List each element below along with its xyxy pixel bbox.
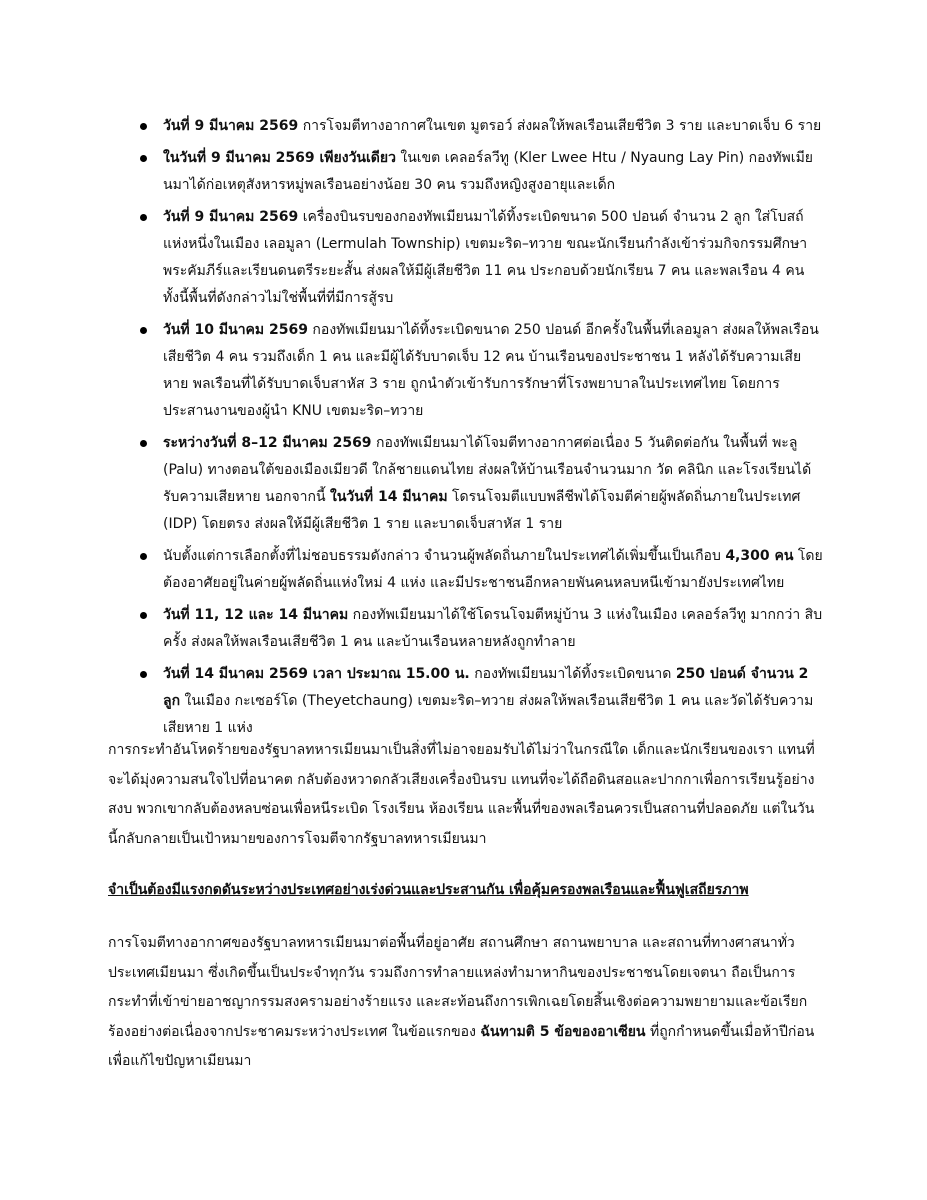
paragraph-text-secondary: ที่ถูกกำหนดขึ้นเมื่อห้าปีก่อนเพื่อแก้ไขปัญหาเมียนมา <box>108 1023 815 1069</box>
bullet-text: การโจมตีทางอากาศในเขต มูตรอว์ ส่งผลให้พลเรือนเสียชีวิต 3 ราย และบาดเจ็บ 6 ราย <box>298 118 822 134</box>
bullet-date: วันที่ 9 มีนาคม 2569 <box>163 118 299 134</box>
list-item <box>163 602 823 656</box>
asean-consensus-highlight: ฉันทามติ 5 ข้อของอาเซียน <box>480 1023 646 1040</box>
section-heading: จำเป็นต้องมีแรงกดดันระหว่างประเทศอย่างเร่งด่วนและประสานกัน เพื่อคุ้มครองพลเรือนและฟื้นฟูเสถียรภาพ <box>108 882 749 898</box>
bullet-text: ในเขต เคลอร์ลวีทู (Kler Lwee Htu / Nyaung Lay Pin) กองทัพเมียนมาได้ก่อเหตุสังหารหมู่พลเรือนอย่างน้อย 30 คน รวมถึงหญิงสูงอายุและเด็ก <box>163 150 814 193</box>
bullet-highlight: 250 ปอนด์ จำนวน 2 ลูก <box>163 666 809 709</box>
bullet-text: กองทัพเมียนมาได้ทิ้งระเบิดขนาด <box>469 666 676 682</box>
bullet-text-secondary: โดยต้องอาศัยอยู่ในค่ายผู้พลัดถิ่นแห่งใหม่ 4 แห่ง และมีประชาชนอีกหลายพันคนหลบหนีเข้ามายังประเทศไทย <box>163 548 823 591</box>
list-item <box>163 113 823 140</box>
bullet-highlight: 4,300 คน <box>725 548 794 564</box>
bullet-date: ในวันที่ 9 มีนาคม 2569 เพียงวันเดียว <box>163 150 396 166</box>
bullet-text: กองทัพเมียนมาได้ใช้โดรนโจมตีหมู่บ้าน 3 แห่งในเมือง เคลอร์ลวีทู มากกว่า สิบครั้ง ส่งผลให้พลเรือนเสียชีวิต 1 คน และบ้านเรือนหลายหลังถูกทำลาย <box>163 607 823 650</box>
incident-bullet-list <box>163 113 823 747</box>
list-item <box>163 317 823 425</box>
statement-paragraph: การกระทำอันโหดร้ายของรัฐบาลทหารเมียนมาเป็นสิ่งที่ไม่อาจยอมรับได้ไม่ว่าในกรณีใด เด็กและนักเรียนของเรา แทนที่จะได้มุ่งความสนใจไปที่อนาคต กลับต้องหวาดกลัวเสียงเครื่องบินรบ แทนที่จะได้ถือดินสอและปากกาเพื่อการเรียนรู้อย่างสงบ พวกเขากลับต้องหลบซ่อนเพื่อหนีระเบิด โรงเรียน ห้องเรียน และพื้นที่ของพลเรือนควรเป็นสถานที่ปลอดภัย แต่ในวันนี้กลับกลายเป็นเป้าหมายของการโจมตีจากรัฐบาลทหารเมียนมา <box>108 742 815 847</box>
list-item <box>163 543 823 597</box>
bullet-text-secondary: ในเมือง กะเซอร์โด (Theyetchaung) เขตมะริด–ทวาย ส่งผลให้พลเรือนเสียชีวิต 1 คน และวัดได้รับความเสียหาย 1 แห่ง <box>163 693 814 736</box>
paragraph-text: การโจมตีทางอากาศของรัฐบาลทหารเมียนมาต่อพื้นที่อยู่อาศัย สถานศึกษา สถานพยาบาล และสถานที่ทางศาสนาทั่วประเทศเมียนมา ซึ่งเกิดขึ้นเป็นประจำทุกวัน รวมถึงการทำลายแหล่งทำมาหากินของประชาชนโดยเจตนา ถือเป็นการกระทำที่เข้าข่ายอาชญากรรมสงครามอย่างร้ายแรง และสะท้อนถึงการเพิกเฉยโดยสิ้นเชิงต่อความพยายามและข้อเรียกร้องอย่างต่อเนื่องจากประชาคมระหว่างประเทศ ในข้อแรกของ <box>108 935 808 1040</box>
list-item <box>163 430 823 538</box>
bullet-date-secondary: ในวันที่ 14 มีนาคม <box>330 489 448 505</box>
bullet-date: วันที่ 14 มีนาคม 2569 เวลา ประมาณ 15.00 น. <box>163 666 470 682</box>
bullet-date: วันที่ 9 มีนาคม 2569 <box>163 209 299 225</box>
list-item <box>163 204 823 312</box>
list-item <box>163 661 823 742</box>
bullet-text: กองทัพเมียนมาได้ทิ้งระเบิดขนาด 250 ปอนด์ อีกครั้งในพื้นที่เลอมูลา ส่งผลให้พลเรือนเสียชีวิต 4 คน รวมถึงเด็ก 1 คน และมีผู้ได้รับบาดเจ็บ 12 คน บ้านเรือนของประชาชน 1 หลังได้รับความเสียหาย พลเรือนที่ได้รับบาดเจ็บสาหัส 3 ราย ถูกนำตัวเข้ารับการรักษาที่โรงพยาบาลในประเทศไทย โดยการประสานงานของผู้นำ KNU เขตมะริด–ทวาย <box>163 322 819 419</box>
bullet-text: นับตั้งแต่การเลือกตั้งที่ไม่ชอบธรรมดังกล่าว จำนวนผู้พลัดถิ่นภายในประเทศได้เพิ่มขึ้นเป็นเกือบ <box>163 548 726 564</box>
bullet-text: เครื่องบินรบของกองทัพเมียนมาได้ทิ้งระเบิดขนาด 500 ปอนด์ จำนวน 2 ลูก ใส่โบสถ์แห่งหนึ่งในเมือง เลอมูลา (Lermulah Township) เขตมะริด–ทวาย ขณะนักเรียนกำลังเข้าร่วมกิจกรรมศึกษาพระคัมภีร์และเรียนดนตรีระยะสั้น ส่งผลให้มีผู้เสียชีวิต 11 คน ประกอบด้วยนักเรียน 7 คน และพลเรือน 4 คน ทั้งนี้พื้นที่ดังกล่าวไม่ใช่พื้นที่ที่มีการสู้รบ <box>163 209 808 306</box>
bullet-text-secondary: โดรนโจมตีแบบพลีชีพได้โจมตีค่ายผู้พลัดถิ่นภายในประเทศ (IDP) โดยตรง ส่งผลให้มีผู้เสียชีวิต 1 ราย และบาดเจ็บสาหัส 1 ราย <box>163 489 801 532</box>
context-paragraph <box>108 929 823 1077</box>
bullet-date: วันที่ 10 มีนาคม 2569 <box>163 322 308 338</box>
list-item <box>163 145 823 199</box>
bullet-text: กองทัพเมียนมาได้โจมตีทางอากาศต่อเนื่อง 5 วันติดต่อกัน ในพื้นที่ พะลู (Palu) ทางตอนใต้ของเมืองเมียวดี ใกล้ชายแดนไทย ส่งผลให้บ้านเรือนจำนวนมาก วัด คลินิก และโรงเรียนได้รับความเสียหาย นอกจากนี้ <box>163 435 812 505</box>
bullet-date: วันที่ 11, 12 และ 14 มีนาคม <box>163 607 349 623</box>
bullet-date: ระหว่างวันที่ 8–12 มีนาคม 2569 <box>163 435 372 451</box>
